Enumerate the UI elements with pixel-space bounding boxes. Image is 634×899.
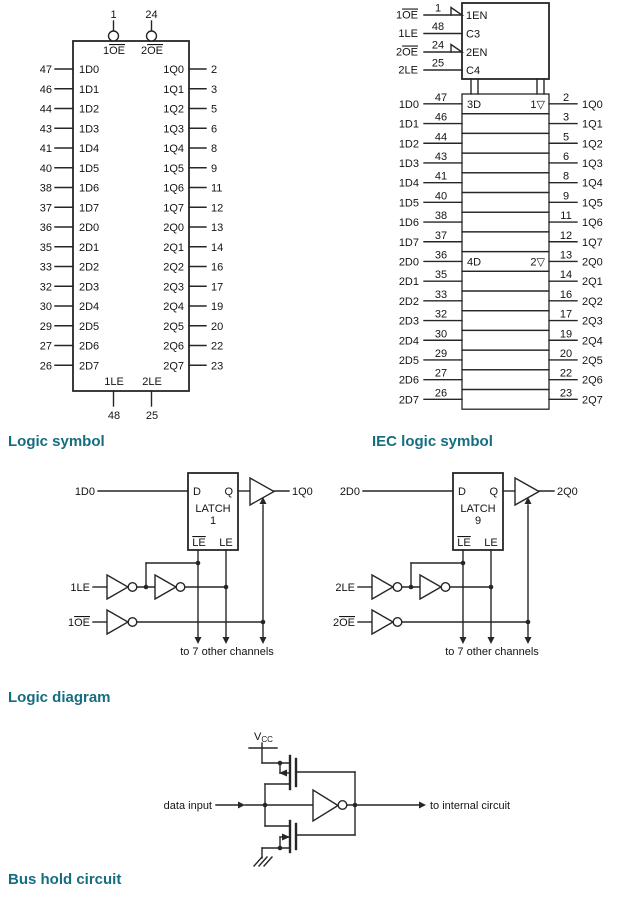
pin-label: 1D3 <box>398 157 419 170</box>
inverter-triangle <box>107 575 128 599</box>
pin-number: 38 <box>39 182 52 195</box>
latch-q-label: Q <box>489 486 498 498</box>
pin-label: 2D3 <box>398 315 419 328</box>
label-overline: OE <box>339 617 355 629</box>
arrow-down-icon <box>525 637 532 644</box>
pin-number: 44 <box>434 131 448 144</box>
iec-data-cell <box>462 193 549 213</box>
pin-label: 2D1 <box>79 241 100 254</box>
label-prefix: 1LE <box>398 28 418 40</box>
oe-input-label <box>68 617 90 629</box>
pin-label: 2Q1 <box>582 276 603 289</box>
pin-number: 9 <box>211 162 218 175</box>
pin-number: 19 <box>559 328 573 341</box>
pin-label: 1Q6 <box>163 182 184 195</box>
latch-le-bar-label: LE <box>457 537 471 549</box>
note-label: to 7 other channels <box>180 646 274 658</box>
iec-data-cell <box>462 271 549 291</box>
pin-label: 1Q2 <box>163 103 184 116</box>
inverter-bubble-icon <box>441 583 450 592</box>
junction-dot <box>196 561 201 566</box>
pin-number: 29 <box>434 347 448 360</box>
inverter-bubble-icon <box>393 583 402 592</box>
pin-number: 17 <box>211 281 224 294</box>
pin-number: 46 <box>434 111 448 124</box>
inverter-triangle <box>420 575 441 599</box>
polarity-triangle-icon <box>451 45 462 53</box>
iec-logic-symbol-section <box>372 3 603 451</box>
pin-number: 32 <box>39 281 52 294</box>
label-prefix: 2 <box>332 617 340 629</box>
oe2-label <box>141 45 163 57</box>
pin-number: 47 <box>434 91 448 104</box>
pin-number: 5 <box>211 103 218 116</box>
data-output-label: 2Q0 <box>557 486 578 498</box>
pin-label: 1D7 <box>398 236 419 249</box>
pin-number: 13 <box>211 222 224 234</box>
pin-number: 19 <box>211 301 224 313</box>
pin-label: 2D0 <box>79 222 100 234</box>
control-input-label <box>398 65 418 77</box>
pin-label: 2Q0 <box>163 222 184 234</box>
pin-number: 46 <box>39 83 52 96</box>
pin-number: 43 <box>434 150 448 163</box>
vcc-label <box>254 731 273 744</box>
pin-label: 2Q4 <box>163 301 184 313</box>
pin-number: 2 <box>562 91 570 104</box>
le-input-label: 1LE <box>70 582 90 594</box>
arrow-down-icon <box>260 637 267 644</box>
pin-number: 12 <box>211 202 224 215</box>
pin-number: 1 <box>434 2 442 15</box>
section-title-logic-diagram: Logic diagram <box>8 689 111 706</box>
pin-number: 23 <box>559 387 573 400</box>
active-low-bubble-icon <box>109 31 119 41</box>
pin-number: 48 <box>107 410 121 422</box>
pin-label: 1Q0 <box>582 98 603 111</box>
pin-number: 20 <box>211 320 224 333</box>
arrow-down-icon <box>460 637 467 644</box>
section-title-bus-hold: Bus hold circuit <box>8 871 122 888</box>
arrow-right-icon <box>419 802 426 809</box>
pin-number: 5 <box>562 131 570 144</box>
pin-label: 1Q1 <box>582 118 603 131</box>
pin-label: 1Q1 <box>163 83 184 96</box>
pin-label: 1Q5 <box>582 197 603 210</box>
pin-number: 35 <box>434 269 448 282</box>
pin-number: 41 <box>434 170 448 183</box>
note-label: to 7 other channels <box>445 646 539 658</box>
inverter-triangle <box>107 610 128 634</box>
pin-label: 2D2 <box>79 261 100 274</box>
iec-data-cell <box>462 232 549 252</box>
pin-number: 26 <box>434 387 448 400</box>
control-input-label <box>398 28 418 40</box>
bus-hold-section <box>8 731 510 888</box>
pin-number: 30 <box>434 328 448 341</box>
control-inner-label: 1EN <box>466 10 488 22</box>
pin-label: 1Q2 <box>582 138 603 151</box>
cell-d-label: 3D <box>467 98 482 111</box>
le-input-label: 2LE <box>335 582 355 594</box>
le2-label: 2LE <box>142 376 162 388</box>
pin-label: 1D3 <box>79 123 100 136</box>
iec-data-cell <box>462 133 549 153</box>
iec-data-cell <box>462 173 549 193</box>
pin-label: 1D5 <box>398 197 419 210</box>
latch-q-label: Q <box>224 486 233 498</box>
label-overline: OE <box>402 46 418 59</box>
pin-number: 3 <box>211 83 218 96</box>
pin-number: 40 <box>39 162 52 175</box>
label-overline: OE <box>402 9 418 22</box>
pin-number: 38 <box>434 210 448 223</box>
pin-number: 25 <box>145 410 159 422</box>
data-input-label: 2D0 <box>339 486 360 498</box>
pin-label: 2Q5 <box>163 320 184 333</box>
pin-label: 1D0 <box>398 98 419 111</box>
pin-label: 2D6 <box>79 340 100 353</box>
pin-label: 2Q3 <box>582 315 603 328</box>
pin-label: 1D4 <box>79 143 100 155</box>
control-inner-label: C3 <box>466 28 481 41</box>
inverter-triangle <box>313 790 338 821</box>
inverter-bubble-icon <box>176 583 185 592</box>
vcc-main: V <box>254 731 262 743</box>
pin-number: 33 <box>39 261 52 274</box>
arrow-down-icon <box>195 637 202 644</box>
iec-data-cell <box>462 350 549 370</box>
pin-label: 1D1 <box>79 83 100 96</box>
logic-symbol-section <box>8 9 223 450</box>
pin-number: 24 <box>145 9 158 21</box>
pin-label: 1D0 <box>79 64 100 76</box>
pin-label: 1Q3 <box>163 123 184 136</box>
pin-label: 1D6 <box>79 182 100 195</box>
pin-label: 2D4 <box>79 301 100 313</box>
pin-number: 1 <box>110 9 117 21</box>
latch-channel-2 <box>333 473 578 658</box>
cell-output-qualifier: 1▽ <box>530 98 545 111</box>
pin-label: 2Q2 <box>163 261 184 274</box>
pin-number: 12 <box>559 229 573 242</box>
iec-data-cell <box>462 330 549 350</box>
iec-data-cell <box>462 390 549 410</box>
cell-d-label: 4D <box>467 256 482 269</box>
label-prefix: 1 <box>395 9 403 22</box>
pin-label: 2Q6 <box>163 340 184 353</box>
pin-label: 2Q1 <box>163 241 184 254</box>
inverter-bubble-icon <box>128 583 137 592</box>
pin-label: 1D5 <box>79 162 100 175</box>
pin-label: 1Q4 <box>582 177 603 190</box>
pin-number: 30 <box>39 301 52 313</box>
pin-number: 9 <box>562 190 570 203</box>
data-input-label: data input <box>163 800 212 812</box>
pin-label: 1Q3 <box>582 157 603 170</box>
pin-label: 2D4 <box>398 335 419 348</box>
iec-data-cell <box>462 370 549 390</box>
latch-channel-1 <box>68 473 313 658</box>
to-internal-circuit-label: to internal circuit <box>430 800 511 812</box>
pin-number: 43 <box>39 123 52 136</box>
inverter-bubble-icon <box>338 801 347 810</box>
pin-number: 8 <box>562 170 570 183</box>
pin-number: 26 <box>39 360 52 373</box>
iec-data-cell <box>462 291 549 311</box>
pin-number: 8 <box>211 143 218 155</box>
pin-label: 1D7 <box>79 202 100 215</box>
pin-number: 25 <box>431 57 445 70</box>
latch-le-bar-label: LE <box>192 537 206 549</box>
pin-label: 2D5 <box>79 320 100 333</box>
pin-number: 35 <box>39 241 52 254</box>
pin-label: 1D6 <box>398 217 419 230</box>
logic-symbol-pin-rows <box>40 64 224 372</box>
pin-number: 24 <box>431 39 445 52</box>
inverter-triangle <box>372 575 393 599</box>
label-overline: OE <box>74 617 90 629</box>
pin-label: 1Q7 <box>163 202 184 215</box>
pin-label: 1D4 <box>398 177 419 190</box>
cell-output-qualifier: 2▽ <box>530 256 545 269</box>
label-prefix: 2 <box>395 46 403 59</box>
pin-label: 2D3 <box>79 281 100 294</box>
pin-number: 36 <box>39 222 52 234</box>
pin-number: 3 <box>562 111 570 124</box>
oe-input-label <box>333 617 355 629</box>
pin-label: 2D7 <box>398 394 419 407</box>
pin-label: 2D1 <box>398 276 419 289</box>
pin-label: 2D2 <box>398 295 419 308</box>
pin-number: 16 <box>211 261 224 274</box>
latch-le-label: LE <box>484 537 498 549</box>
pin-number: 16 <box>559 288 573 301</box>
latch-le-label: LE <box>219 537 233 549</box>
pin-label: 1Q0 <box>163 64 184 76</box>
junction-dot <box>489 585 494 590</box>
latch-d-label: D <box>458 486 466 498</box>
latch-title: LATCH <box>195 503 231 515</box>
active-low-bubble-icon <box>147 31 157 41</box>
pin-number: 33 <box>434 288 448 301</box>
vcc-subscript: CC <box>261 735 273 744</box>
label-overline: OE <box>109 45 126 57</box>
pin-number: 6 <box>562 150 570 163</box>
pin-label: 2Q7 <box>163 360 184 373</box>
arrow-down-icon <box>223 637 230 644</box>
pin-number: 36 <box>434 249 448 262</box>
pin-number: 14 <box>559 269 573 282</box>
pin-number: 6 <box>211 123 218 136</box>
pin-number: 11 <box>211 182 223 195</box>
pin-label: 1D2 <box>79 103 100 116</box>
junction-dot <box>263 803 268 808</box>
pin-number: 20 <box>559 347 573 360</box>
latch-number: 9 <box>474 515 482 527</box>
pin-label: 1D2 <box>398 138 419 151</box>
pin-number: 37 <box>39 202 52 215</box>
pin-number: 23 <box>211 360 224 373</box>
pin-label: 2D0 <box>398 256 419 269</box>
pin-label: 1Q7 <box>582 236 603 249</box>
latch-number: 1 <box>209 515 217 527</box>
data-output-label: 1Q0 <box>292 486 313 498</box>
inverter-bubble-icon <box>393 618 402 627</box>
iec-data-cell <box>462 153 549 173</box>
pin-number: 2 <box>211 64 218 76</box>
control-input-label <box>396 10 418 22</box>
section-title-iec-logic-symbol: IEC logic symbol <box>372 433 493 450</box>
iec-data-rows <box>399 92 603 409</box>
pin-label: 2D5 <box>398 354 419 367</box>
inverter-triangle <box>372 610 393 634</box>
pin-number: 40 <box>434 190 448 203</box>
pin-number: 17 <box>559 308 573 321</box>
latch-title: LATCH <box>460 503 496 515</box>
pin-label: 2Q7 <box>582 394 603 407</box>
iec-data-cell <box>462 311 549 331</box>
pin-number: 44 <box>39 103 52 116</box>
pin-label: 2Q0 <box>582 256 603 269</box>
label-prefix: 1 <box>67 617 75 629</box>
label-prefix: 2 <box>140 45 148 57</box>
pin-number: 22 <box>559 367 573 380</box>
inverter-triangle <box>155 575 176 599</box>
pin-label: 1Q6 <box>582 217 603 230</box>
section-title-logic-symbol: Logic symbol <box>8 433 105 450</box>
iec-data-cell <box>462 114 549 134</box>
pin-label: 2D7 <box>79 360 100 373</box>
junction-dot <box>461 561 466 566</box>
control-input-label <box>396 47 418 59</box>
pin-label: 2Q6 <box>582 374 603 387</box>
pin-number: 32 <box>434 308 448 321</box>
logic-diagram-section <box>8 473 578 706</box>
polarity-triangle-icon <box>451 8 462 16</box>
pin-label: 1Q4 <box>163 143 184 155</box>
pin-label: 1D1 <box>398 118 419 131</box>
junction-dot <box>224 585 229 590</box>
pin-number: 27 <box>434 367 448 380</box>
le1-label: 1LE <box>104 376 124 388</box>
label-overline: OE <box>147 45 164 57</box>
latch-d-label: D <box>193 486 201 498</box>
control-inner-label: 2EN <box>466 47 488 59</box>
data-input-label: 1D0 <box>74 486 95 498</box>
oe1-label <box>103 45 125 57</box>
pin-label: 1Q5 <box>163 162 184 175</box>
control-inner-label: C4 <box>466 65 481 77</box>
pin-label: 2D6 <box>398 374 419 387</box>
pin-number: 41 <box>39 143 52 155</box>
pin-label: 2Q4 <box>582 335 603 348</box>
label-prefix: 2LE <box>398 64 418 77</box>
pin-number: 13 <box>559 249 573 262</box>
arrow-down-icon <box>488 637 495 644</box>
pin-number: 22 <box>211 340 224 353</box>
pin-number: 11 <box>560 210 572 223</box>
pin-label: 2Q2 <box>582 295 603 308</box>
pin-number: 37 <box>434 229 448 242</box>
pin-number: 48 <box>431 21 445 33</box>
pin-number: 27 <box>39 340 52 353</box>
pin-label: 2Q5 <box>582 354 603 367</box>
label-prefix: 1 <box>102 45 110 57</box>
pin-number: 47 <box>39 64 52 76</box>
pin-number: 29 <box>39 320 52 333</box>
pin-label: 2Q3 <box>163 281 184 294</box>
inverter-bubble-icon <box>128 618 137 627</box>
iec-data-cell <box>462 212 549 232</box>
arrow-right-icon <box>238 802 245 809</box>
pin-number: 14 <box>211 241 224 254</box>
